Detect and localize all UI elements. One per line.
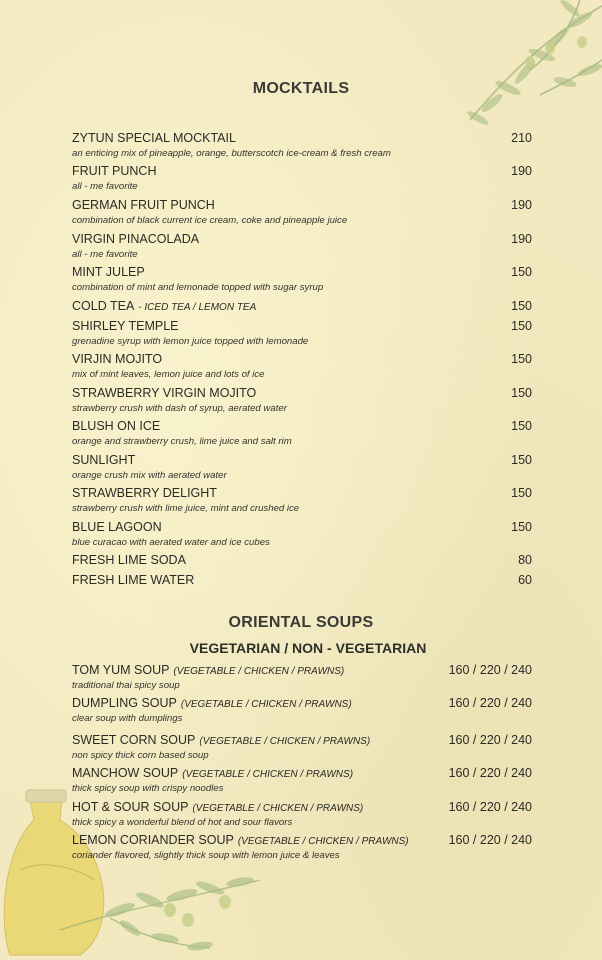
soup-item-title: SWEET CORN SOUP	[72, 733, 196, 747]
mocktail-item-description: combination of black current ice cream, coke and pineapple juice	[72, 215, 348, 226]
mocktail-item	[72, 198, 532, 226]
soups-subheading: VEGETARIAN / NON - VEGETARIAN	[189, 640, 427, 656]
mocktail-item	[72, 232, 532, 260]
mocktails-heading: MOCKTAILS	[252, 80, 350, 97]
mocktail-item-price: 150	[511, 453, 532, 467]
mocktail-item-price: 150	[511, 265, 532, 279]
soup-item-description: thick spicy soup with crispy noodles	[72, 783, 224, 794]
mocktail-item-price: 150	[511, 520, 532, 534]
mocktail-item-description: combination of mint and lemonade topped with sugar syrup	[72, 282, 324, 293]
soup-item-price: 160 / 220 / 240	[448, 800, 532, 814]
mocktail-item-description: grenadine syrup with lemon juice topped with lemonade	[72, 336, 309, 347]
mocktail-item-name	[72, 164, 532, 178]
soup-item	[72, 696, 532, 724]
mocktail-item-title: STRAWBERRY DELIGHT	[72, 486, 217, 500]
soup-item-options: (VEGETABLE / CHICKEN / PRAWNS)	[237, 836, 409, 847]
soup-item-title: MANCHOW SOUP	[72, 766, 179, 780]
mocktail-item	[72, 453, 532, 481]
soups-heading: ORIENTAL SOUPS	[228, 614, 374, 631]
mocktail-item-title: FRESH LIME WATER	[72, 573, 195, 587]
soup-item	[72, 833, 532, 861]
soup-item-title: TOM YUM SOUP	[72, 663, 170, 677]
mocktail-item	[72, 131, 532, 159]
mocktail-item-name	[72, 319, 532, 333]
soup-item-price: 160 / 220 / 240	[448, 733, 532, 747]
mocktail-item-price: 150	[511, 386, 532, 400]
mocktail-item-title: MINT JULEP	[72, 265, 145, 279]
mocktail-item	[72, 386, 532, 414]
mocktail-item-price: 150	[511, 486, 532, 500]
mocktail-item-price: 150	[511, 352, 532, 366]
mocktail-item-title: SHIRLEY TEMPLE	[72, 319, 179, 333]
mocktail-item-name	[72, 553, 532, 567]
soup-item	[72, 733, 532, 761]
mocktail-item-title: STRAWBERRY VIRGIN MOJITO	[72, 386, 257, 400]
mocktail-item-name	[72, 198, 532, 212]
soup-item	[72, 766, 532, 794]
mocktail-item-description: strawberry crush with dash of syrup, aerated water	[72, 403, 287, 414]
mocktail-item-name	[72, 386, 532, 400]
soup-item-title: HOT & SOUR SOUP	[72, 800, 189, 814]
soup-item-options: (VEGETABLE / CHICKEN / PRAWNS)	[199, 736, 371, 747]
soup-item-price: 160 / 220 / 240	[448, 696, 532, 710]
soup-item-options: (VEGETABLE / CHICKEN / PRAWNS)	[182, 769, 354, 780]
mocktail-item-price: 80	[518, 553, 532, 567]
mocktail-item-name	[72, 419, 532, 433]
soup-item-description: traditional thai spicy soup	[72, 680, 180, 691]
olive-branch-icon	[430, 0, 602, 150]
mocktail-item-name	[72, 265, 532, 279]
soup-item-options: (VEGETABLE / CHICKEN / PRAWNS)	[180, 699, 352, 710]
mocktail-item	[72, 419, 532, 447]
mocktail-item-description: strawberry crush with lime juice, mint and crushed ice	[72, 503, 300, 514]
soup-item-description: thick spicy a wonderful blend of hot and sour flavors	[72, 817, 293, 828]
soup-item-options: (VEGETABLE / CHICKEN / PRAWNS)	[173, 666, 345, 677]
mocktail-item-options: - ICED TEA / LEMON TEA	[138, 302, 257, 313]
soup-item-description: non spicy thick corn based soup	[72, 750, 209, 761]
mocktail-item-title: BLUE LAGOON	[72, 520, 162, 534]
mocktail-item-title: SUNLIGHT	[72, 453, 136, 467]
mocktail-item-title: COLD TEA	[72, 299, 135, 313]
mocktail-item	[72, 265, 532, 293]
mocktail-item-name	[72, 520, 532, 534]
mocktail-item-description: mix of mint leaves, lemon juice and lots of ice	[72, 369, 265, 380]
mocktail-item-price: 190	[511, 198, 532, 212]
mocktail-item-title: VIRJIN MOJITO	[72, 352, 163, 366]
mocktail-item-name	[72, 573, 532, 587]
mocktail-item-name	[72, 453, 532, 467]
soup-item-description: clear soup with dumplings	[72, 713, 183, 724]
soup-item-price: 160 / 220 / 240	[448, 663, 532, 677]
mocktail-item-title: GERMAN FRUIT PUNCH	[72, 198, 215, 212]
mocktail-item-price: 60	[518, 573, 532, 587]
soup-item-price: 160 / 220 / 240	[448, 833, 532, 847]
mocktail-item-title: ZYTUN SPECIAL MOCKTAIL	[72, 131, 236, 145]
soup-item-options: (VEGETABLE / CHICKEN / PRAWNS)	[192, 803, 364, 814]
mocktail-item-description: all - me favorite	[72, 249, 138, 260]
mocktail-item-name	[72, 486, 532, 500]
soup-item-description: coriander flavored, slightly thick soup with lemon juice & leaves	[72, 850, 340, 861]
mocktail-item	[72, 520, 532, 548]
soup-item	[72, 800, 532, 828]
mocktail-item-price: 210	[511, 131, 532, 145]
mocktail-item-description: orange crush mix with aerated water	[72, 470, 227, 481]
soup-item-title: LEMON CORIANDER SOUP	[72, 833, 234, 847]
mocktail-item	[72, 299, 532, 313]
mocktail-item-title: FRESH LIME SODA	[72, 553, 186, 567]
mocktail-item-description: an enticing mix of pineapple, orange, butterscotch ice-cream & fresh cream	[72, 148, 391, 159]
mocktail-item-description: orange and strawberry crush, lime juice and salt rim	[72, 436, 292, 447]
soup-item-price: 160 / 220 / 240	[448, 766, 532, 780]
soup-item	[72, 663, 532, 691]
mocktail-item-name	[72, 352, 532, 366]
mocktail-item-price: 150	[511, 299, 532, 313]
mocktail-item-description: all - me favorite	[72, 181, 138, 192]
mocktail-item-name	[72, 232, 532, 246]
mocktail-item	[72, 573, 532, 587]
mocktail-item	[72, 553, 532, 567]
mocktail-item-name	[72, 131, 532, 145]
mocktail-item-name	[72, 299, 532, 313]
mocktail-item-title: VIRGIN PINACOLADA	[72, 232, 200, 246]
mocktail-item-description: blue curacao with aerated water and ice cubes	[72, 537, 270, 548]
mocktail-item-price: 150	[511, 319, 532, 333]
mocktail-item	[72, 319, 532, 347]
mocktail-item-title: FRUIT PUNCH	[72, 164, 157, 178]
soup-item-title: DUMPLING SOUP	[72, 696, 177, 710]
mocktail-item-title: BLUSH ON ICE	[72, 419, 161, 433]
mocktail-item-price: 190	[511, 164, 532, 178]
mocktail-item-price: 190	[511, 232, 532, 246]
mocktail-item-price: 150	[511, 419, 532, 433]
mocktail-item	[72, 352, 532, 380]
mocktail-item	[72, 486, 532, 514]
mocktail-item	[72, 164, 532, 192]
